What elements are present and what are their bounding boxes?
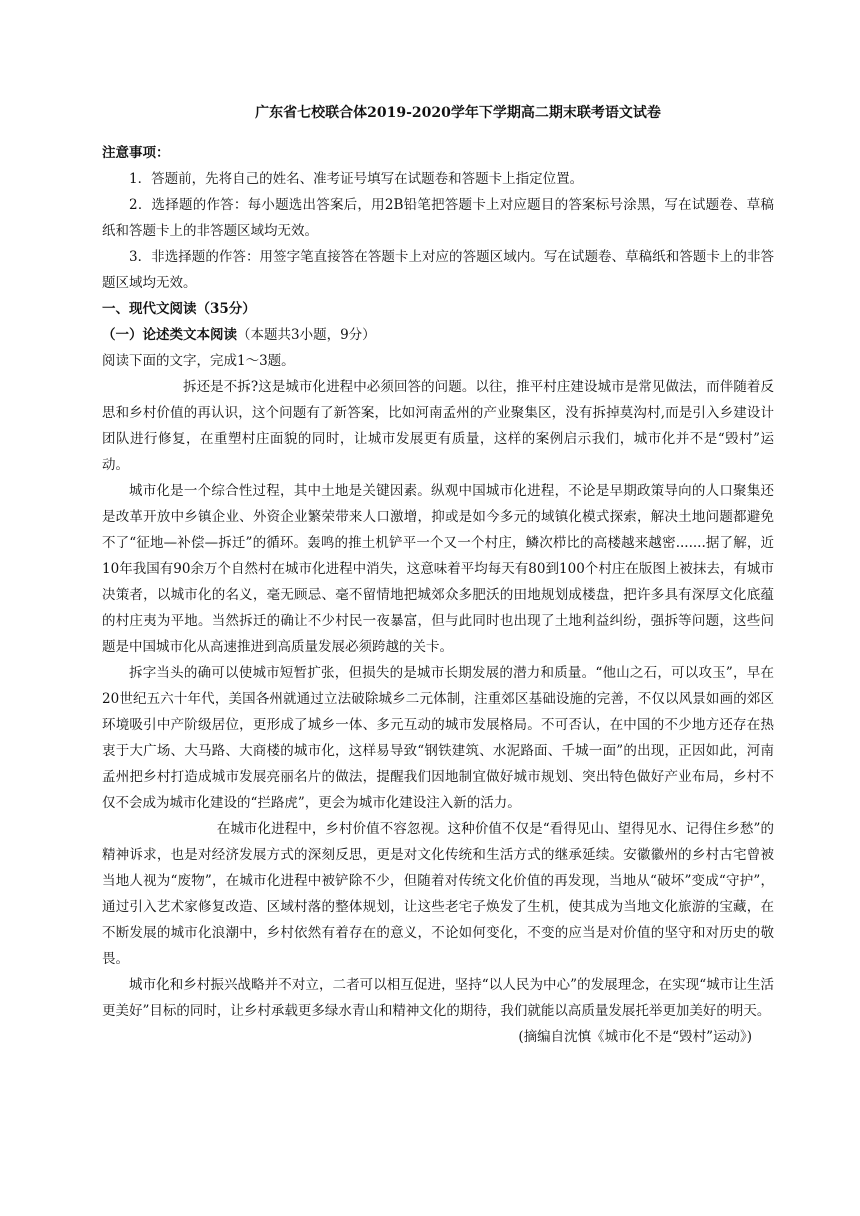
notice-item-2: 2．选择题的作答：每小题选出答案后，用2B铅笔把答题卡上对应题目的答案标号涂黑，写在试题卷、草稿纸和答题卡上的非答题区域均无效。 — [102, 197, 774, 239]
reading-instruction: 阅读下面的文字，完成1～3题。 — [102, 353, 295, 369]
article-paragraph-1: 拆还是不拆?这是城市化进程中必须回答的问题。以往，推平村庄建设城市是常见做法，而伴随着反思和乡村价值的再认识，这个问题有了新答案，比如河南孟州的产业聚集区，没有拆掉莫沟村,而是引入乡建设计团队进行修复，在重塑村庄面貌的同时，让城市发展更有质量，这样的案例启示我们，城市化并不是“毁村”运动。 — [102, 379, 774, 473]
sub-section-title: （一）论述类文本阅读 — [102, 327, 237, 343]
sub-section-note: （本题共3小题，9分） — [237, 327, 376, 343]
exam-title: 广东省七校联合体2019-2020学年下学期高二期末联考语文试卷 — [255, 105, 661, 121]
notice-heading: 注意事项： — [102, 145, 170, 161]
article-paragraph-3: 拆字当头的确可以使城市短暂扩张，但损失的是城市长期发展的潜力和质量。“他山之石，可以攻玉”，早在20世纪五六十年代，美国各州就通过立法破除城乡二元体制，注重郊区基础设施的完善，不仅以风景如画的郊区环境吸引中产阶级居位，更形成了城乡一体、多元互动的城市发展格局。不可否认，在中国的不少地方还存在热衷于大广场、大马路、大商楼的城市化，这样易导致“钢铁建筑、水泥路面、千城一面”的出现，正因如此，河南孟州把乡村打造成城市发展亮丽名片的做法，提醒我们因地制宜做好城市规划、突出特色做好产业布局，乡村不仅不会成为城市化建设的“拦路虎”，更会为城市化建设注入新的活力。 — [102, 665, 774, 811]
article-paragraph-4: 在城市化进程中，乡村价值不容忽视。这种价值不仅是“看得见山、望得见水、记得住乡愁”的精神诉求，也是对经济发展方式的深刻反思，更是对文化传统和生活方式的继承延续。安徽徽州的乡村古宅曾被当地人视为“废物”，在城市化进程中被铲除不少，但随着对传统文化价值的再发现，当地从“破坏”变成“守护”，通过引入艺术家修复改造、区域村落的整体规划，让这些老宅子焕发了生机，使其成为当地文化旅游的宝藏，在不断发展的城市化浪潮中，乡村依然有着存在的意义，不论如何变化，不变的应当是对价值的坚守和对历史的敬畏。 — [102, 821, 774, 967]
notice-item-1: 1．答题前，先将自己的姓名、准考证号填写在试题卷和答题卡上指定位置。 — [129, 171, 584, 187]
notice-item-3: 3．非选择题的作答：用签字笔直接答在答题卡上对应的答题区域内。写在试题卷、草稿纸和答题卡上的非答题区域均无效。 — [102, 249, 774, 291]
section-heading: 一、现代文阅读（35分） — [102, 301, 256, 317]
article-source: (摘编自沈慎《城市化不是“毁村”运动》) — [518, 1029, 752, 1045]
article-paragraph-5: 城市化和乡村振兴战略并不对立，二者可以相互促进，坚持“以人民为中心”的发展理念，在实现“城市让生活更美好”目标的同时，让乡村承载更多绿水青山和精神文化的期待，我们就能以高质量发展托举更加美好的明天。 — [102, 977, 774, 1019]
exam-page — [102, 102, 774, 1050]
article-paragraph-2: 城市化是一个综合性过程，其中土地是关键因素。纵观中国城市化进程，不论是早期政策导向的人口聚集还是改革开放中乡镇企业、外资企业繁荣带来人口激增，抑或是如今多元的域镇化模式探索，解决土地问题都避免不了“征地—补偿—拆迁”的循环。轰鸣的推土机铲平一个又一个村庄，鳞次栉比的高楼越来越密.......据了解，近10年我国有90余万个自然村在城市化进程中消失，这意味着平均每天有80到100个村庄在版图上被抹去，有城市决策者，以城市化的名义，毫无顾忌、毫不留情地把城郊众多肥沃的田地规划成楼盘，把许多具有深厚文化底蕴的村庄夷为平地。当然拆迁的确让不少村民一夜暴富，但与此同时也出现了土地利益纠纷，强拆等问题，这些问题是中国城市化从高速推进到高质量发展必须跨越的关卡。 — [102, 483, 774, 655]
sub-section-heading — [102, 322, 774, 348]
